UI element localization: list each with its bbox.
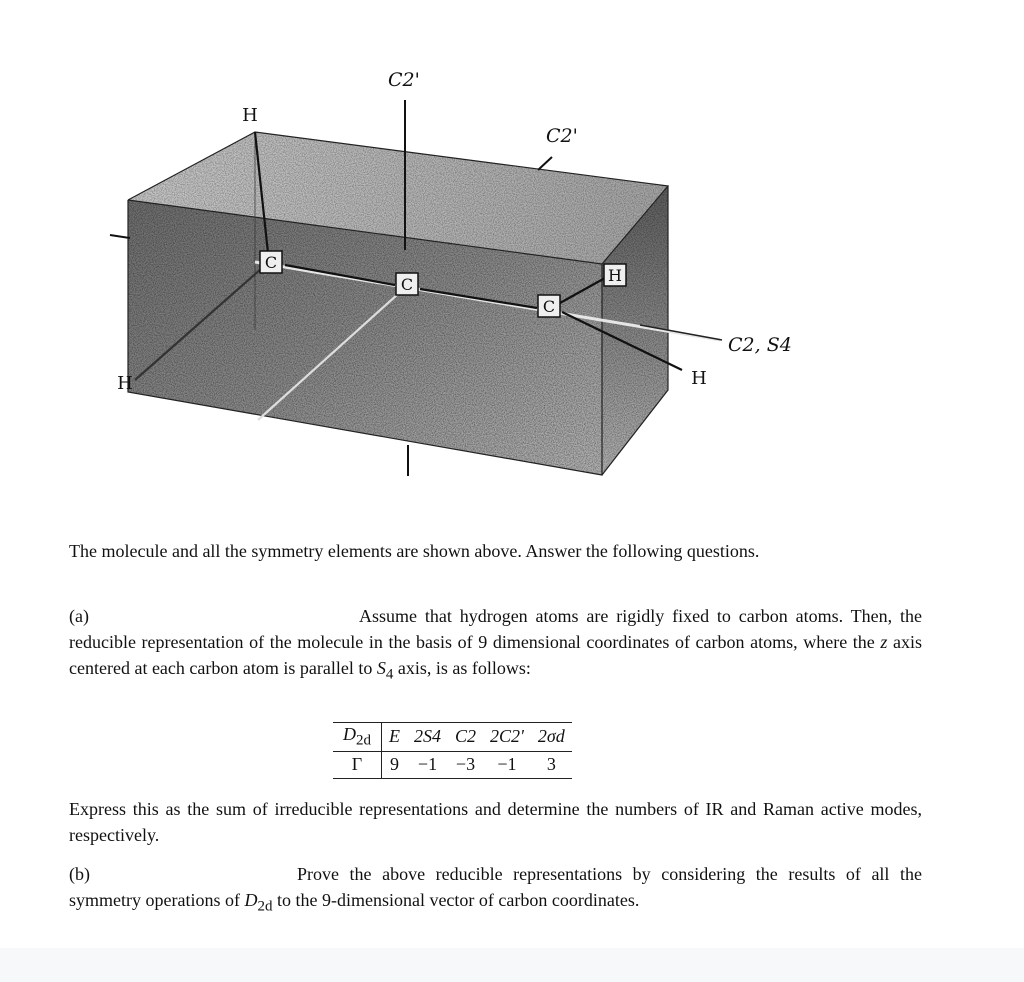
question-b-label: (b) [69,864,90,884]
value-cell: 9 [390,754,399,775]
question-a-text-2: axis centered at each carbon atom is parallel to [69,632,922,678]
atom-h-left: H [117,373,133,394]
question-a-s4-sub: 4 [385,666,394,683]
express-paragraph: Express this as the sum of irreducible representations and determine the numbers of IR and Raman active modes, respectively. [69,799,922,845]
op-cell: E [382,723,408,752]
question-b-d: D [244,890,258,910]
axis-label-c2-top: C2' [388,69,420,91]
axis-label-c2-s4: C2, S4 [728,334,792,356]
group-label: $D_{2d}$ [333,723,382,752]
value-cell: −1 [497,754,517,775]
question-b-text-1: of all the symmetry operations of [69,864,922,910]
question-b-d-sub: 2d [257,898,273,915]
atom-h-top-left: H [242,105,258,126]
question-b-line1: Prove the above reducible representations by considering the results [297,864,836,884]
intro-paragraph: The molecule and all the symmetry elements are shown above. Answer the following questions. [69,541,760,561]
atom-c-left: C [264,253,278,272]
value-cell: −3 [455,754,476,775]
op-cell: 2σd [531,723,572,752]
op-cell: 2C2' [483,723,531,752]
atom-h-boxed: H [608,266,622,285]
question-a-z: z [880,632,888,652]
op-cell: C2 [448,723,483,752]
value-cell: −1 [417,754,438,775]
value-cell: 3 [546,754,556,775]
atom-h-right-bottom: H [691,368,707,389]
question-b [69,861,922,920]
character-table-header [333,723,572,752]
question-a-text-1: Then, the reducible representation of the molecule in the basis of 9 dimensional coordinates of carbon atoms, where the [69,606,922,652]
axis-label-c2-diagonal: C2' [546,125,578,147]
question-a [69,603,922,688]
bottom-strip [0,948,1024,982]
atom-c-right: C [542,297,556,316]
question-a-text-3: axis, is as follows: [393,658,531,678]
box-faces [128,132,668,475]
left-axis-stub [110,235,130,238]
rep-label: Γ [333,751,382,778]
question-a-line1: Assume that hydrogen atoms are rigidly fixed to carbon atoms. [359,606,844,626]
question-a-s4: S [376,658,386,678]
character-table [333,722,572,779]
atom-c-center: C [400,275,414,294]
character-table-row [333,751,572,778]
c2-diagonal-axis [538,157,552,170]
op-cell: 2S4 [407,723,448,752]
question-b-text-2: to the 9-dimensional vector of carbon coordinates. [272,890,640,910]
question-a-label: (a) [69,606,89,626]
